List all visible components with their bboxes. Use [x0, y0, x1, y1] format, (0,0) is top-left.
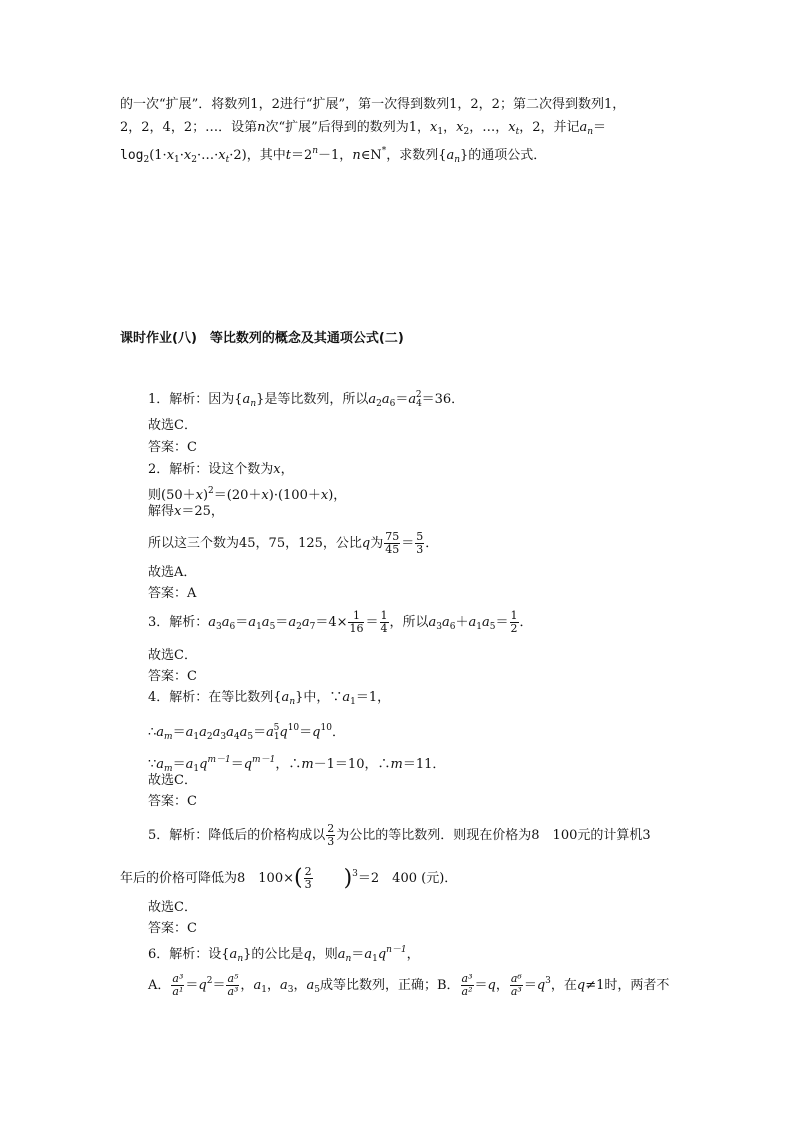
- denominator: a³: [227, 985, 239, 998]
- superscript: 10: [320, 723, 332, 733]
- q2-text: )·(100＋: [268, 488, 321, 503]
- subscript: 2: [296, 622, 302, 632]
- q1-text: ＝: [395, 392, 409, 407]
- superscript: n－1: [386, 945, 407, 955]
- q4-line-1: [148, 690, 390, 710]
- denominator: a²: [461, 985, 473, 998]
- q3-text: ，所以: [389, 615, 429, 630]
- q5-answer: 答案：C: [148, 921, 197, 936]
- q5-text: ＝2 400 (元)．: [357, 871, 458, 886]
- q3-text: ＝: [275, 615, 289, 630]
- q6-text: ，: [266, 978, 280, 993]
- numerator: a³: [172, 972, 184, 985]
- var-a: a: [185, 725, 194, 740]
- var-a: a: [306, 978, 315, 993]
- fraction: [510, 610, 519, 635]
- q2-text: 所以这三个数为45，75，125，公比: [148, 536, 362, 551]
- q4-text: ＝: [172, 725, 186, 740]
- q4-text: ，∴: [275, 757, 302, 772]
- paren: ): [343, 865, 353, 891]
- q2-text: ): [202, 488, 209, 503]
- denominator: a¹: [172, 985, 184, 998]
- q3-text: ＝4×: [315, 615, 348, 630]
- subscript: 2: [206, 732, 213, 742]
- numerator: 2: [304, 865, 312, 878]
- q5-line-1: [148, 820, 651, 852]
- var-a: a: [266, 725, 274, 740]
- intro-line-3: [120, 143, 546, 168]
- var-a: a: [281, 690, 290, 705]
- subscript: 4: [416, 399, 422, 409]
- subscript: 1: [174, 155, 180, 165]
- var-a: a: [342, 690, 351, 705]
- q2-text: 则(50＋: [148, 488, 196, 503]
- q3-text: ．: [519, 615, 533, 630]
- var-x: x: [430, 120, 438, 135]
- subscript: 1: [350, 697, 356, 707]
- q4-text: ．: [331, 725, 345, 740]
- q5-text: 年后的价格可降低为8 100×: [120, 871, 294, 886]
- q6-text: ＝: [474, 978, 488, 993]
- superscript: m－1: [207, 755, 231, 765]
- subscript: 3: [216, 622, 222, 632]
- q6-text: ＝: [212, 978, 226, 993]
- q6-text: }的公比是: [243, 947, 304, 962]
- paren: (: [293, 865, 303, 891]
- q1-analysis: [148, 387, 464, 412]
- superscript: 3: [352, 869, 358, 879]
- intro-text: ＝2: [290, 148, 313, 163]
- superscript: 2: [208, 486, 214, 496]
- subscript: 1: [261, 985, 267, 995]
- var-x: x: [195, 488, 203, 503]
- superscript: 10: [287, 723, 300, 733]
- var-a: a: [253, 978, 262, 993]
- var-m: m: [301, 757, 314, 772]
- var-q: q: [303, 947, 312, 962]
- subscript: 6: [449, 622, 456, 632]
- q1-text: }是等比数列，所以: [256, 392, 369, 407]
- q6-text: ，: [406, 947, 420, 962]
- var-q: q: [312, 725, 321, 740]
- var-a: a: [381, 392, 390, 407]
- denominator: 3: [304, 878, 312, 891]
- var-a: a: [408, 392, 417, 407]
- superscript: 3: [545, 976, 551, 986]
- subscript: n: [289, 697, 296, 707]
- q2-answer: 答案：A: [148, 586, 197, 601]
- var-x: x: [166, 148, 175, 163]
- subscript: 5: [489, 622, 496, 632]
- superscript: *: [381, 146, 387, 156]
- intro-text: ，2，并记: [519, 120, 580, 135]
- q4-choice: 故选C．: [148, 773, 197, 788]
- denominator: 2: [510, 622, 518, 635]
- q3-text: ＋: [455, 615, 469, 630]
- intro-text: ，求数列{: [386, 148, 447, 163]
- intro-text: ·: [179, 148, 184, 163]
- q3-text: ＝: [365, 615, 379, 630]
- subscript: n: [345, 954, 352, 964]
- var-x: x: [261, 488, 269, 503]
- q6-text: ，: [293, 978, 307, 993]
- var-q: q: [361, 536, 371, 551]
- var-a: a: [229, 947, 238, 962]
- var-a: a: [279, 978, 288, 993]
- subscript: 3: [220, 732, 227, 742]
- q6-text: 成等比数列，正确；B．: [319, 978, 460, 993]
- numerator: 1: [348, 610, 364, 623]
- subscript: 1: [193, 732, 200, 742]
- q4-answer: 答案：C: [148, 794, 197, 809]
- intro-text: ，…，: [469, 120, 509, 135]
- subscript: 5: [269, 622, 276, 632]
- q4-text: }中，∵: [295, 690, 343, 705]
- var-x: x: [174, 504, 182, 519]
- intro-text: 2，2，4，2；…．设第: [120, 120, 258, 135]
- q2-line-4: [148, 528, 438, 560]
- q6-text: ≠1时，两者不: [585, 978, 670, 993]
- intro-text: ，: [443, 120, 457, 135]
- fraction: [304, 866, 313, 891]
- fraction: [226, 973, 239, 998]
- subscript: 1: [437, 127, 444, 137]
- denominator: 16: [349, 622, 364, 635]
- var-a: a: [156, 757, 165, 772]
- var-a: a: [239, 725, 248, 740]
- numerator: 1: [380, 609, 388, 622]
- q2-line-1: [148, 462, 294, 478]
- q6-line-2: [148, 965, 669, 1006]
- numerator: 1: [510, 609, 518, 622]
- q2-text: ．: [425, 536, 439, 551]
- q4-text: ∴: [148, 725, 157, 740]
- superscript: 2: [206, 976, 213, 986]
- log-text: log: [120, 148, 144, 163]
- q4-text: －1＝10，∴: [313, 757, 391, 772]
- numerator: 75: [385, 530, 400, 543]
- q2-text: ＝: [401, 536, 415, 551]
- q2-text: ，: [280, 462, 294, 477]
- superscript: n: [312, 146, 319, 156]
- superscript: 5: [273, 723, 280, 733]
- denominator: 4: [380, 622, 388, 635]
- q2-line-3: [148, 504, 224, 520]
- q6-text: ＝: [351, 947, 365, 962]
- var-a: a: [261, 615, 270, 630]
- subscript: n: [237, 954, 244, 964]
- denominator: a³: [510, 985, 522, 998]
- var-a: a: [199, 725, 207, 740]
- intro-text: ·2)，其中: [229, 148, 286, 163]
- subscript: 1: [273, 732, 280, 742]
- subscript: 4: [233, 732, 240, 742]
- var-t: t: [285, 148, 291, 163]
- var-a: a: [337, 947, 346, 962]
- intro-text: (1·: [149, 148, 167, 163]
- var-a: a: [442, 615, 450, 630]
- intro-text: 的一次“扩展”．将数列1，2进行“扩展”，第一次得到数列1，2，2；第二次得到数列1，: [120, 97, 626, 112]
- q5-line-2: [120, 858, 457, 895]
- var-q: q: [199, 757, 208, 772]
- q3-text: ＝: [495, 615, 509, 630]
- subscript: 1: [256, 622, 262, 632]
- var-q: q: [243, 757, 253, 772]
- q6-line-1: [148, 942, 420, 967]
- q3-text: ＝: [235, 615, 249, 630]
- q1-choice: 故选C．: [148, 418, 197, 433]
- q6-text: ＝: [523, 978, 537, 993]
- q2-text: )，: [328, 488, 347, 503]
- q3-analysis: [148, 607, 533, 643]
- var-x: x: [320, 488, 329, 503]
- fraction: [380, 610, 389, 635]
- var-a: a: [428, 615, 437, 630]
- intro-text: }的通项公式．: [460, 148, 547, 163]
- q2-text: ＝(20＋: [213, 488, 262, 503]
- var-a: a: [242, 392, 251, 407]
- numerator: 5: [416, 530, 424, 543]
- fraction: [171, 973, 184, 998]
- var-a: a: [301, 615, 310, 630]
- intro-text: 次“扩展”后得到的数列为1，: [265, 120, 431, 135]
- q6-text: ，则: [311, 947, 338, 962]
- q4-text: ＝: [230, 757, 244, 772]
- subscript: 5: [314, 985, 320, 995]
- intro-text: ∈N: [360, 148, 382, 163]
- var-a: a: [208, 615, 217, 630]
- q4-text: ∵: [148, 757, 157, 772]
- q4-text: 4．解析：在等比数列{: [148, 690, 282, 705]
- subscript: m: [164, 764, 173, 774]
- q2-choice: 故选A．: [148, 565, 197, 580]
- numerator: a³: [461, 972, 473, 985]
- intro-line-2: [120, 120, 606, 140]
- q5-choice: 故选C．: [148, 900, 197, 915]
- subscript: 6: [389, 399, 396, 409]
- var-q: q: [198, 978, 207, 993]
- var-q: q: [576, 978, 586, 993]
- subscript: 2: [143, 155, 150, 165]
- fraction: [326, 823, 335, 848]
- section-heading: 课时作业(八) 等比数列的概念及其通项公式(二): [120, 331, 404, 346]
- q3-text: 3．解析：: [148, 615, 209, 630]
- superscript: m－1: [252, 755, 276, 765]
- var-a: a: [226, 725, 234, 740]
- numerator: a⁶: [510, 972, 522, 985]
- var-x: x: [273, 462, 281, 477]
- var-x: x: [508, 120, 516, 135]
- intro-line-1: [120, 97, 625, 113]
- var-a: a: [368, 392, 377, 407]
- var-a: a: [482, 615, 490, 630]
- subscript: 2: [463, 127, 470, 137]
- fraction: [348, 610, 364, 635]
- var-q: q: [487, 978, 496, 993]
- q4-line-2: [148, 720, 345, 745]
- q3-choice: 故选C．: [148, 648, 197, 663]
- var-x: x: [183, 148, 192, 163]
- subscript: 7: [309, 622, 316, 632]
- q2-text: 解得: [148, 504, 175, 519]
- q2-text: 2．解析：设这个数为: [148, 462, 274, 477]
- var-a: a: [185, 757, 194, 772]
- q2-line-2: [148, 483, 346, 504]
- subscript: 1: [476, 622, 483, 632]
- q1-answer: 答案：C: [148, 440, 197, 455]
- q6-text: ＝: [185, 978, 199, 993]
- var-a: a: [364, 947, 373, 962]
- var-a: a: [468, 615, 477, 630]
- q6-text: 6．解析：设{: [148, 947, 230, 962]
- fraction: [510, 973, 523, 998]
- subscript: 3: [287, 985, 294, 995]
- intro-text: －1，: [318, 148, 353, 163]
- var-a: a: [579, 120, 588, 135]
- subscript: n: [250, 399, 257, 409]
- denominator: 3: [327, 835, 335, 848]
- var-m: m: [390, 757, 403, 772]
- numerator: 2: [327, 822, 335, 835]
- q6-text: ，在: [550, 978, 577, 993]
- var-a: a: [156, 725, 165, 740]
- q4-text: ＝: [172, 757, 186, 772]
- q5-text: 5．解析：降低后的价格构成以: [148, 828, 326, 843]
- var-a: a: [221, 615, 230, 630]
- fraction: [461, 973, 474, 998]
- var-a: a: [288, 615, 297, 630]
- var-q: q: [377, 947, 387, 962]
- q2-text: 为: [370, 536, 384, 551]
- subscript: 5: [247, 732, 254, 742]
- q6-text: ，: [495, 978, 509, 993]
- var-n: n: [257, 120, 266, 135]
- subscript: 2: [376, 399, 382, 409]
- var-n: n: [352, 148, 361, 163]
- subscript: 1: [372, 954, 378, 964]
- subscript: 1: [193, 764, 200, 774]
- var-q: q: [536, 978, 546, 993]
- q4-text: ＝11．: [402, 757, 446, 772]
- q4-text: ＝: [253, 725, 267, 740]
- numerator: a⁵: [227, 972, 239, 985]
- subscript: 6: [229, 622, 236, 632]
- subscript: 2: [191, 155, 197, 165]
- q3-answer: 答案：C: [148, 669, 197, 684]
- subscript: 3: [436, 622, 443, 632]
- q4-text: ＝: [299, 725, 313, 740]
- var-a: a: [248, 615, 257, 630]
- fraction: [415, 531, 424, 556]
- intro-text: ·…·: [197, 148, 219, 163]
- q2-text: ＝25，: [181, 504, 224, 519]
- q6-text: A．: [148, 978, 171, 993]
- q5-text: 为公比的等比数列．则现在价格为8 100元的计算机3: [336, 828, 651, 843]
- subscript: n: [587, 127, 594, 137]
- denominator: 45: [385, 543, 400, 556]
- var-q: q: [279, 725, 288, 740]
- subscript: n: [454, 155, 461, 165]
- q1-text: 1．解析：因为{: [148, 392, 243, 407]
- q6-text: ，: [240, 978, 254, 993]
- subscript: m: [164, 732, 173, 742]
- superscript: 2: [415, 390, 422, 400]
- var-x: x: [218, 148, 226, 163]
- q4-text: ＝1，: [355, 690, 391, 705]
- var-a: a: [446, 148, 455, 163]
- subscript: t: [515, 127, 520, 137]
- var-a: a: [212, 725, 221, 740]
- fraction: [384, 531, 400, 556]
- denominator: 3: [416, 543, 424, 556]
- q1-text: ＝36．: [421, 392, 465, 407]
- subscript: t: [225, 155, 230, 165]
- intro-text: ＝: [593, 120, 607, 135]
- var-x: x: [456, 120, 464, 135]
